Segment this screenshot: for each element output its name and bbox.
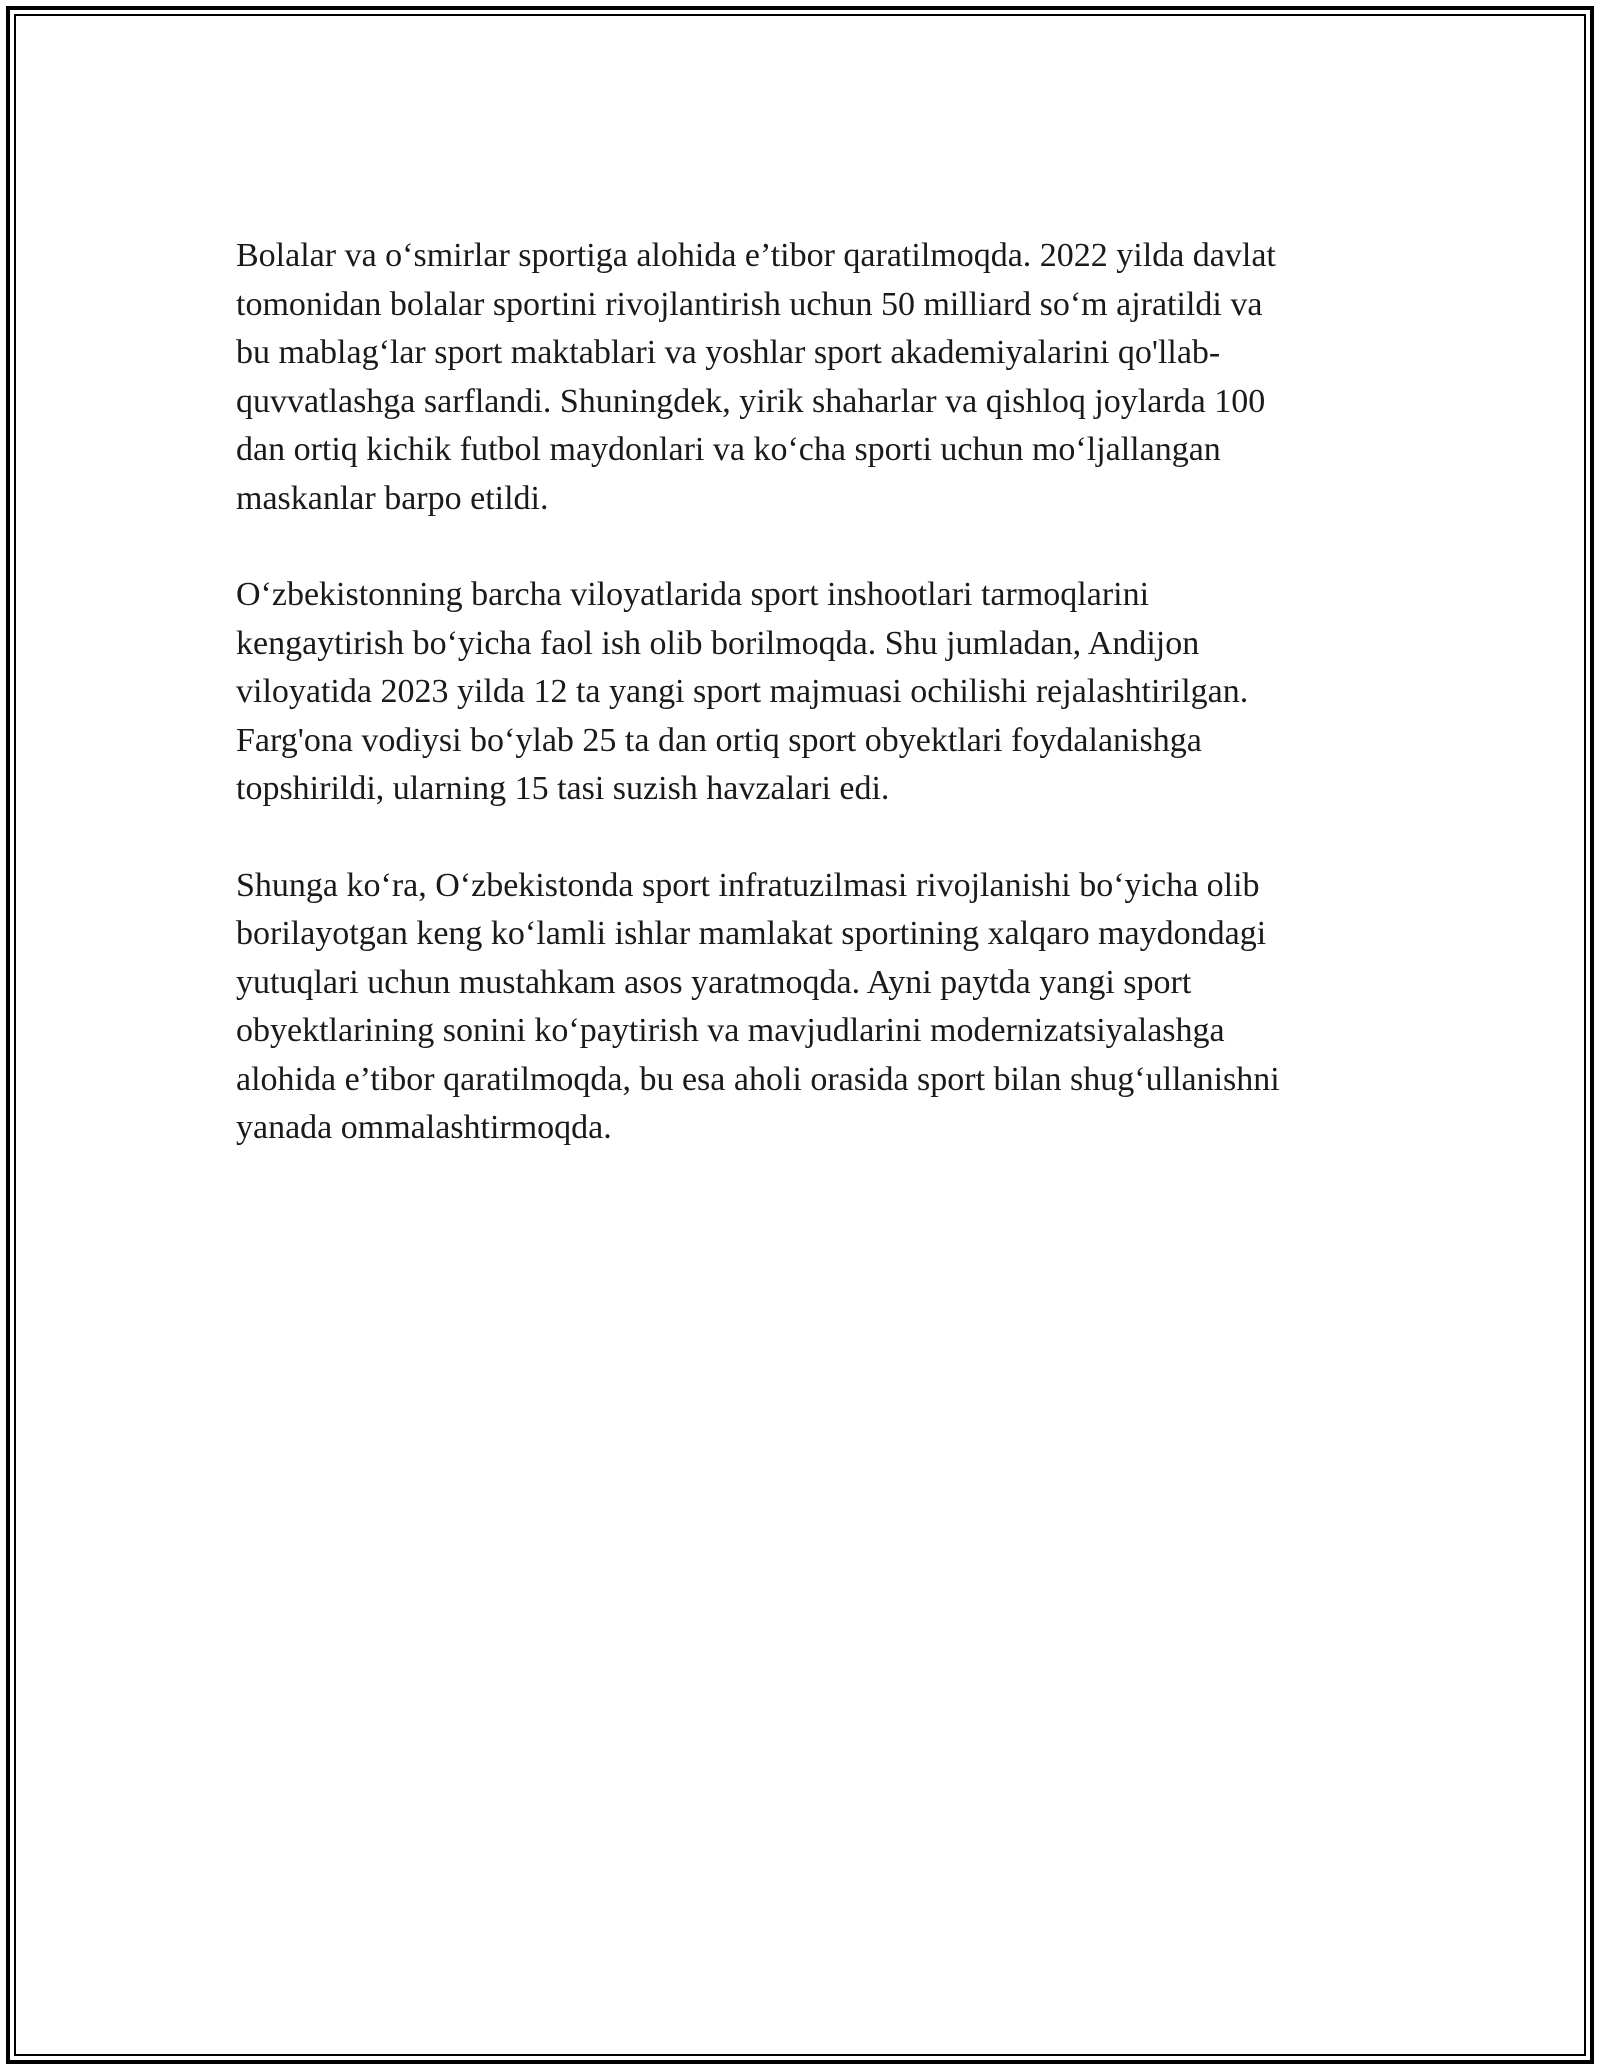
text-line: yutuqlari uchun mustahkam asos yaratmoqda. Ayni paytda yangi sport <box>236 963 1192 1001</box>
text-line: O‘zbekistonning barcha viloyatlarida sport inshootlari tarmoqlarini <box>236 576 1150 613</box>
text-line: borilayotgan keng ko‘lamli ishlar mamlakat sportining xalqaro maydondagi <box>236 915 1267 952</box>
text-line: Shunga ko‘ra, O‘zbekistonda sport infratuzilmasi rivojlanishi bo‘yicha olib <box>236 866 1260 904</box>
text-line: Bolalar va o‘smirlar sportiga alohida e’tibor qaratilmoqda. 2022 yilda davlat <box>236 237 1276 274</box>
text-line: maskanlar barpo etildi. <box>236 479 549 517</box>
paragraph-2 <box>236 571 1376 814</box>
text-line: tomonidan bolalar sportini rivojlantirish uchun 50 milliard so‘m ajratildi va <box>236 285 1263 323</box>
text-line: kengaytirish bo‘yicha faol ish olib borilmoqda. Shu jumladan, Andijon <box>236 624 1200 662</box>
document-body <box>236 232 1376 1201</box>
text-line: bu mablag‘lar sport maktablari va yoshlar sport akademiyalarini qo'llab- <box>236 334 1221 371</box>
text-line: quvvatlashga sarflandi. Shuningdek, yirik shaharlar va qishloq joylarda 100 <box>236 382 1266 420</box>
text-line: alohida e’tibor qaratilmoqda, bu esa aholi orasida sport bilan shug‘ullanishni <box>236 1060 1280 1098</box>
paragraph-3 <box>236 862 1376 1153</box>
text-line: viloyatida 2023 yilda 12 ta yangi sport majmuasi ochilishi rejalashtirilgan. <box>236 673 1249 710</box>
text-line: yanada ommalashtirmoqda. <box>236 1109 612 1146</box>
text-line: dan ortiq kichik futbol maydonlari va ko‘cha sporti uchun mo‘ljallangan <box>236 431 1221 468</box>
text-line: obyektlarining sonini ko‘paytirish va mavjudlarini modernizatsiyalashga <box>236 1012 1225 1049</box>
text-line: topshirildi, ularning 15 tasi suzish havzalari edi. <box>236 770 890 807</box>
paragraph-1 <box>236 232 1376 523</box>
text-line: Farg'ona vodiysi bo‘ylab 25 ta dan ortiq sport obyektlari foydalanishga <box>236 721 1202 759</box>
